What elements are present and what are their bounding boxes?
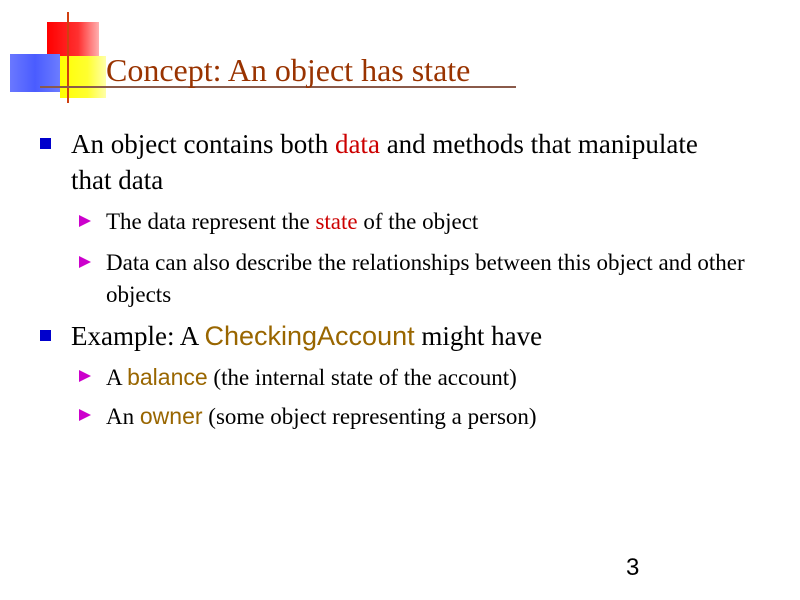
square-bullet-icon bbox=[40, 138, 51, 149]
bullet-example bbox=[71, 318, 711, 354]
subbullet-data-state bbox=[106, 206, 766, 238]
bullet-text-pre: Example: A bbox=[71, 321, 205, 351]
subbullet-balance bbox=[106, 361, 766, 394]
subbullet-code-owner: owner bbox=[139, 403, 203, 429]
square-bullet-icon bbox=[40, 330, 51, 341]
triangle-bullet-icon bbox=[79, 256, 91, 268]
bullet-object-contains bbox=[71, 126, 711, 198]
subbullet-text-pre: A bbox=[106, 365, 128, 390]
bullet-highlight-data: data bbox=[334, 129, 380, 159]
bullet-text-post: and methods that manipulate that data bbox=[71, 129, 698, 195]
subbullet-text-post: of the object bbox=[357, 209, 479, 234]
subbullet-relationships bbox=[106, 247, 756, 311]
subbullet-owner bbox=[106, 400, 766, 433]
triangle-bullet-icon bbox=[79, 215, 91, 227]
bullet-text-pre: An object contains both bbox=[71, 129, 335, 159]
slide-title: Concept: An object has state bbox=[106, 52, 471, 88]
triangle-bullet-icon bbox=[79, 409, 91, 421]
subbullet-text: Data can also describe the relationships between this object and other objects bbox=[106, 250, 745, 307]
subbullet-text-post: (some object representing a person) bbox=[202, 404, 537, 429]
subbullet-text-pre: An bbox=[106, 404, 140, 429]
subbullet-highlight-state: state bbox=[315, 209, 358, 234]
subbullet-text-post: (the internal state of the account) bbox=[207, 365, 517, 390]
subbullet-code-balance: balance bbox=[127, 364, 208, 390]
triangle-bullet-icon bbox=[79, 370, 91, 382]
decor-vertical-line bbox=[67, 12, 69, 103]
page-number: 3 bbox=[626, 554, 640, 581]
subbullet-text-pre: The data represent the bbox=[106, 209, 316, 234]
bullet-text-post: might have bbox=[414, 321, 543, 351]
bullet-code-checkingaccount: CheckingAccount bbox=[204, 321, 415, 351]
